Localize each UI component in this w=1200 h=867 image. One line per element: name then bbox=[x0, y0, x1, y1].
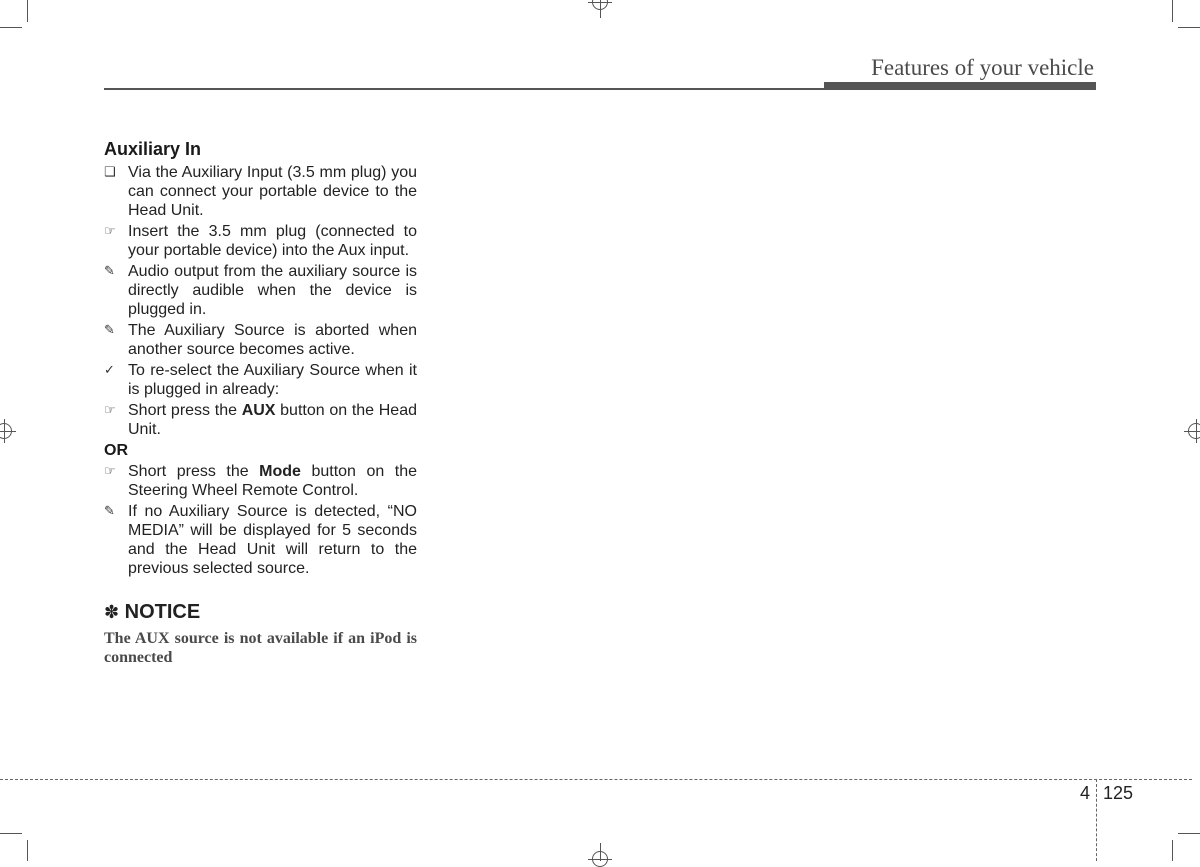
footer-rule bbox=[0, 779, 1192, 780]
mode-button-label: Mode bbox=[259, 463, 301, 480]
or-label: OR bbox=[104, 442, 128, 459]
chapter-number: 4 bbox=[1080, 783, 1091, 803]
crop-mark bbox=[0, 27, 22, 28]
list-item bbox=[104, 401, 417, 439]
list-item bbox=[104, 222, 417, 260]
crop-mark bbox=[27, 0, 28, 22]
list-item-text: Insert the 3.5 mm plug (connected to your portable device) into the Aux input. bbox=[128, 223, 417, 259]
registration-line bbox=[588, 859, 612, 860]
registration-line bbox=[1196, 419, 1197, 443]
list-item-text: If no Auxiliary Source is detected, “NO MEDIA” will be displayed for 5 seconds and the Head Unit will return to the previous selected source. bbox=[128, 503, 417, 577]
list-item bbox=[104, 462, 417, 500]
crop-mark bbox=[27, 840, 28, 861]
notice-heading-label: NOTICE bbox=[124, 601, 201, 623]
page-number: 125 bbox=[1103, 783, 1134, 803]
text-segment: button on the Head Unit. bbox=[128, 402, 417, 438]
text-segment: Short press the bbox=[128, 463, 260, 480]
pencil-note-icon: ✎ bbox=[104, 323, 115, 338]
content-column bbox=[104, 138, 417, 667]
list-item-text: To re-select the Auxiliary Source when it is plugged in already: bbox=[128, 362, 417, 398]
crop-mark bbox=[1172, 840, 1173, 861]
list-item bbox=[104, 361, 417, 399]
section-heading: Auxiliary In bbox=[104, 139, 202, 159]
crop-mark bbox=[1178, 833, 1200, 834]
registration-line bbox=[588, 2, 612, 3]
pointing-hand-icon: ☞ bbox=[104, 224, 116, 239]
pencil-note-icon: ✎ bbox=[104, 264, 115, 279]
notice-heading bbox=[104, 600, 417, 625]
crop-mark bbox=[0, 833, 22, 834]
crop-mark bbox=[1172, 0, 1173, 22]
aux-button-label: AUX bbox=[241, 402, 276, 419]
checkmark-icon: ✓ bbox=[104, 363, 115, 378]
asterisk-star-icon: ✽ bbox=[104, 602, 120, 623]
list-item bbox=[104, 321, 417, 359]
list-item bbox=[104, 502, 417, 578]
list-item bbox=[104, 163, 417, 220]
text-segment: button on the Steering Wheel Remote Control. bbox=[128, 463, 418, 499]
pointing-hand-icon: ☞ bbox=[104, 464, 116, 479]
header-rule bbox=[104, 88, 824, 90]
registration-line bbox=[0, 431, 16, 432]
list-item-text bbox=[128, 462, 417, 500]
checkbox-square-icon: ❑ bbox=[104, 165, 116, 180]
crop-mark bbox=[1178, 27, 1200, 28]
text-segment: Short press the bbox=[128, 402, 242, 419]
pointing-hand-icon: ☞ bbox=[104, 403, 116, 418]
section-header-title: Features of your vehicle bbox=[871, 55, 1094, 80]
header-rule-accent bbox=[824, 82, 1096, 90]
list-item-text: The Auxiliary Source is aborted when another source becomes active. bbox=[128, 322, 417, 358]
registration-line bbox=[4, 419, 5, 443]
list-item-text: Via the Auxiliary Input (3.5 mm plug) you can connect your portable device to the Head Unit. bbox=[128, 164, 417, 219]
footer-divider bbox=[1096, 779, 1097, 861]
list-item bbox=[104, 262, 417, 319]
list-item-text: Audio output from the auxiliary source is directly audible when the device is plugged in. bbox=[128, 263, 417, 318]
registration-line bbox=[1184, 431, 1200, 432]
list-item-text bbox=[128, 401, 417, 439]
notice-body: The AUX source is not available if an iPod is connected bbox=[104, 630, 417, 666]
pencil-note-icon: ✎ bbox=[104, 504, 115, 519]
